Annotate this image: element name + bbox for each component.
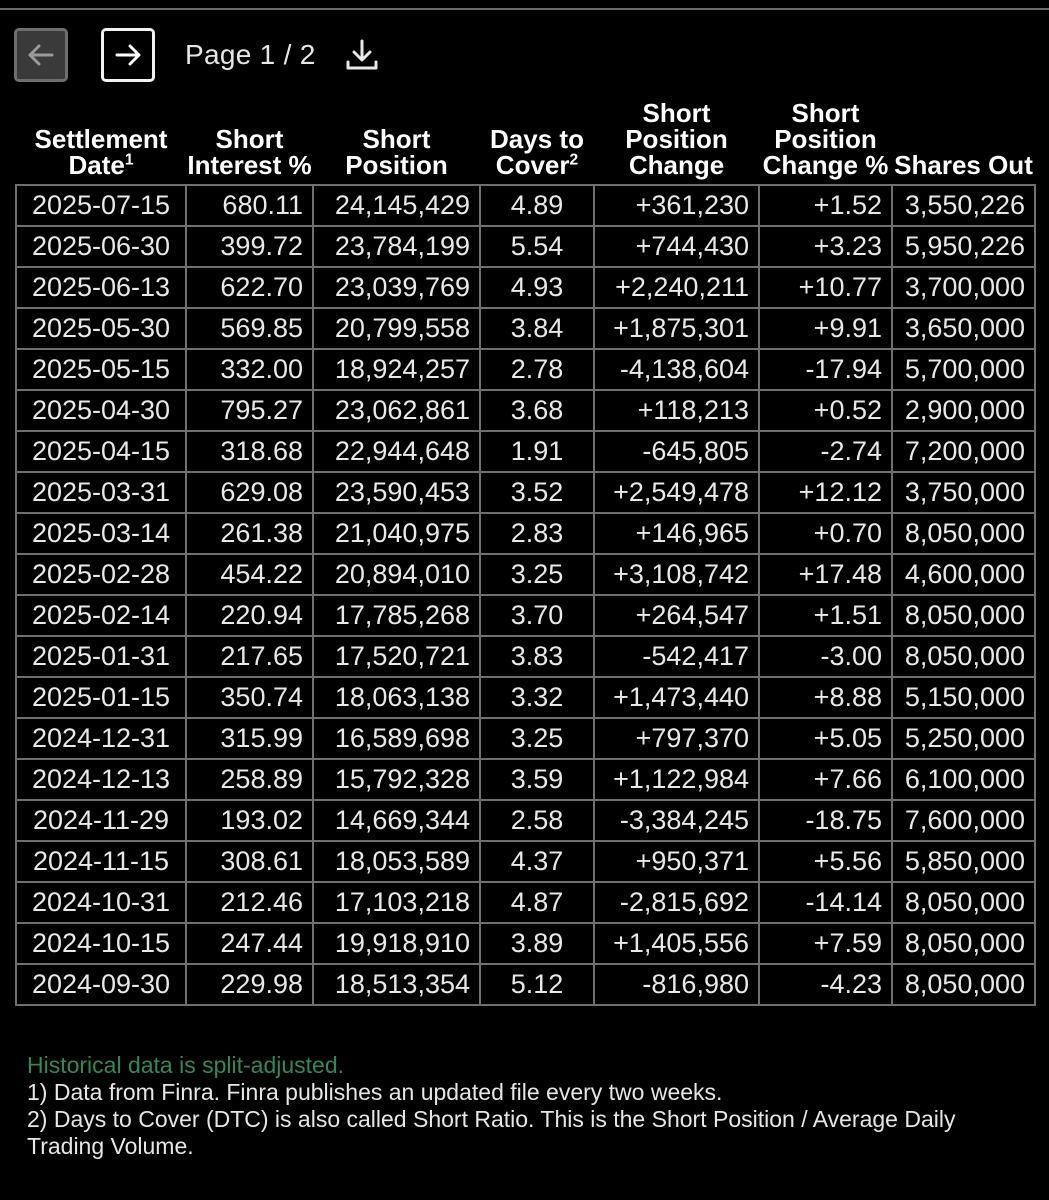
cell-short-position-change: +950,371 (594, 841, 759, 882)
cell-short-position: 14,669,344 (313, 800, 480, 841)
cell-short-position-change-pct: +9.91 (759, 308, 892, 349)
cell-days-to-cover: 3.89 (480, 923, 594, 964)
cell-days-to-cover: 3.52 (480, 472, 594, 513)
table-row (16, 349, 1035, 390)
cell-settlement-date: 2025-05-30 (16, 308, 186, 349)
cell-settlement-date: 2025-02-14 (16, 595, 186, 636)
cell-short-position-change-pct: +5.56 (759, 841, 892, 882)
cell-shares-out: 8,050,000 (892, 964, 1035, 1005)
table-row (16, 472, 1035, 513)
cell-short-position-change: +361,230 (594, 185, 759, 226)
download-icon (345, 38, 379, 72)
cell-days-to-cover: 2.83 (480, 513, 594, 554)
arrow-left-icon (26, 40, 56, 70)
cell-short-position-change-pct: +1.51 (759, 595, 892, 636)
cell-short-position: 24,145,429 (313, 185, 480, 226)
cell-settlement-date: 2024-10-15 (16, 923, 186, 964)
header-settlement-date[interactable]: Settlement Date$^1$ (34, 124, 168, 180)
cell-short-position-change: +1,473,440 (594, 677, 759, 718)
cell-settlement-date: 2024-11-29 (16, 800, 186, 841)
header-short-interest-pct[interactable]: Short Interest % (187, 124, 312, 180)
cell-short-position: 18,053,589 (313, 841, 480, 882)
cell-short-position-change: -4,138,604 (594, 349, 759, 390)
cell-short-interest-pct: 795.27 (186, 390, 313, 431)
table-row (16, 554, 1035, 595)
table-row (16, 431, 1035, 472)
cell-days-to-cover: 4.87 (480, 882, 594, 923)
cell-short-position-change-pct: -18.75 (759, 800, 892, 841)
cell-settlement-date: 2025-04-15 (16, 431, 186, 472)
cell-short-position-change-pct: +17.48 (759, 554, 892, 595)
cell-short-position-change-pct: -14.14 (759, 882, 892, 923)
cell-shares-out: 8,050,000 (892, 923, 1035, 964)
cell-short-position-change: +744,430 (594, 226, 759, 267)
cell-short-position-change-pct: +0.70 (759, 513, 892, 554)
cell-short-position-change: -542,417 (594, 636, 759, 677)
cell-short-position: 18,513,354 (313, 964, 480, 1005)
cell-settlement-date: 2024-10-31 (16, 882, 186, 923)
table-row (16, 226, 1035, 267)
cell-short-interest-pct: 193.02 (186, 800, 313, 841)
cell-short-position: 18,063,138 (313, 677, 480, 718)
cell-short-interest-pct: 454.22 (186, 554, 313, 595)
cell-short-position: 15,792,328 (313, 759, 480, 800)
cell-short-position-change-pct: +12.12 (759, 472, 892, 513)
cell-short-interest-pct: 569.85 (186, 308, 313, 349)
cell-settlement-date: 2025-03-14 (16, 513, 186, 554)
cell-short-position: 16,589,698 (313, 718, 480, 759)
cell-short-position: 21,040,975 (313, 513, 480, 554)
download-button[interactable] (344, 37, 380, 73)
cell-short-position-change: +118,213 (594, 390, 759, 431)
table-row (16, 800, 1035, 841)
cell-shares-out: 5,850,000 (892, 841, 1035, 882)
cell-days-to-cover: 4.93 (480, 267, 594, 308)
cell-short-position-change-pct: -2.74 (759, 431, 892, 472)
cell-days-to-cover: 3.83 (480, 636, 594, 677)
arrow-right-icon (113, 40, 143, 70)
cell-short-interest-pct: 308.61 (186, 841, 313, 882)
cell-short-position-change: -3,384,245 (594, 800, 759, 841)
cell-short-position-change-pct: -3.00 (759, 636, 892, 677)
cell-short-position-change: +1,875,301 (594, 308, 759, 349)
header-days-to-cover[interactable]: Days to Cover$^2$ (490, 124, 584, 180)
cell-days-to-cover: 2.58 (480, 800, 594, 841)
cell-shares-out: 3,650,000 (892, 308, 1035, 349)
cell-days-to-cover: 3.68 (480, 390, 594, 431)
cell-settlement-date: 2025-06-30 (16, 226, 186, 267)
cell-short-position: 23,784,199 (313, 226, 480, 267)
cell-shares-out: 7,200,000 (892, 431, 1035, 472)
cell-shares-out: 6,100,000 (892, 759, 1035, 800)
cell-days-to-cover: 5.12 (480, 964, 594, 1005)
cell-short-position-change-pct: +0.52 (759, 390, 892, 431)
cell-short-interest-pct: 629.08 (186, 472, 313, 513)
table-row (16, 923, 1035, 964)
cell-short-position-change: +1,122,984 (594, 759, 759, 800)
cell-shares-out: 8,050,000 (892, 636, 1035, 677)
cell-short-interest-pct: 247.44 (186, 923, 313, 964)
short-interest-table (15, 100, 1036, 1006)
footnote-1: 1) Data from Finra. Finra publishes an updated file every two weeks. (27, 1079, 723, 1105)
cell-short-interest-pct: 399.72 (186, 226, 313, 267)
table-body (16, 185, 1035, 1005)
split-adjusted-note: Historical data is split-adjusted. (27, 1052, 345, 1078)
cell-short-position: 17,785,268 (313, 595, 480, 636)
cell-short-position: 20,799,558 (313, 308, 480, 349)
cell-short-position-change: +2,549,478 (594, 472, 759, 513)
cell-short-interest-pct: 261.38 (186, 513, 313, 554)
cell-short-position: 17,103,218 (313, 882, 480, 923)
cell-short-position: 23,039,769 (313, 267, 480, 308)
cell-short-interest-pct: 350.74 (186, 677, 313, 718)
cell-short-position: 23,590,453 (313, 472, 480, 513)
cell-shares-out: 4,600,000 (892, 554, 1035, 595)
cell-short-position-change-pct: -17.94 (759, 349, 892, 390)
cell-short-position-change-pct: -4.23 (759, 964, 892, 1005)
table-row (16, 595, 1035, 636)
cell-days-to-cover: 4.37 (480, 841, 594, 882)
cell-days-to-cover: 3.70 (480, 595, 594, 636)
pagination-toolbar (14, 26, 380, 84)
table-row (16, 267, 1035, 308)
cell-short-position-change-pct: +1.52 (759, 185, 892, 226)
cell-days-to-cover: 2.78 (480, 349, 594, 390)
cell-short-position: 17,520,721 (313, 636, 480, 677)
cell-short-position-change: +264,547 (594, 595, 759, 636)
cell-settlement-date: 2025-04-30 (16, 390, 186, 431)
cell-short-interest-pct: 258.89 (186, 759, 313, 800)
cell-shares-out: 5,150,000 (892, 677, 1035, 718)
header-short-position[interactable]: Short Position (345, 124, 448, 180)
table-row (16, 841, 1035, 882)
cell-short-interest-pct: 212.46 (186, 882, 313, 923)
header-short-position-change[interactable]: Short Position Change (625, 98, 728, 180)
cell-short-position-change: +2,240,211 (594, 267, 759, 308)
cell-short-position: 23,062,861 (313, 390, 480, 431)
table-row (16, 513, 1035, 554)
table-row (16, 759, 1035, 800)
cell-settlement-date: 2025-07-15 (16, 185, 186, 226)
cell-days-to-cover: 3.25 (480, 554, 594, 595)
cell-settlement-date: 2025-01-31 (16, 636, 186, 677)
cell-short-position-change: -816,980 (594, 964, 759, 1005)
cell-days-to-cover: 3.25 (480, 718, 594, 759)
cell-days-to-cover: 3.84 (480, 308, 594, 349)
cell-short-position-change: -2,815,692 (594, 882, 759, 923)
cell-days-to-cover: 5.54 (480, 226, 594, 267)
cell-shares-out: 5,700,000 (892, 349, 1035, 390)
cell-short-interest-pct: 315.99 (186, 718, 313, 759)
cell-settlement-date: 2025-03-31 (16, 472, 186, 513)
page-indicator: Page 1 / 2 (185, 39, 316, 70)
cell-days-to-cover: 3.32 (480, 677, 594, 718)
cell-shares-out: 5,250,000 (892, 718, 1035, 759)
cell-settlement-date: 2024-12-13 (16, 759, 186, 800)
cell-short-position-change-pct: +7.59 (759, 923, 892, 964)
cell-settlement-date: 2024-11-15 (16, 841, 186, 882)
cell-settlement-date: 2025-02-28 (16, 554, 186, 595)
cell-short-position-change-pct: +7.66 (759, 759, 892, 800)
cell-short-position-change-pct: +3.23 (759, 226, 892, 267)
cell-settlement-date: 2025-06-13 (16, 267, 186, 308)
cell-days-to-cover: 1.91 (480, 431, 594, 472)
cell-short-interest-pct: 622.70 (186, 267, 313, 308)
table-row (16, 964, 1035, 1005)
cell-short-position: 20,894,010 (313, 554, 480, 595)
table-row (16, 636, 1035, 677)
cell-short-position: 22,944,648 (313, 431, 480, 472)
cell-short-interest-pct: 680.11 (186, 185, 313, 226)
cell-settlement-date: 2025-05-15 (16, 349, 186, 390)
cell-short-interest-pct: 229.98 (186, 964, 313, 1005)
cell-short-position-change: -645,805 (594, 431, 759, 472)
cell-days-to-cover: 4.89 (480, 185, 594, 226)
previous-page-button[interactable] (14, 28, 68, 82)
table-row (16, 308, 1035, 349)
table-header-row (16, 100, 1035, 185)
cell-settlement-date: 2025-01-15 (16, 677, 186, 718)
footnote-2: 2) Days to Cover (DTC) is also called Short Ratio. This is the Short Position / Average Daily Trading Volume. (27, 1106, 956, 1159)
cell-shares-out: 7,600,000 (892, 800, 1035, 841)
header-short-position-change-pct[interactable]: Short Position Change % (762, 98, 889, 180)
cell-shares-out: 5,950,226 (892, 226, 1035, 267)
cell-short-interest-pct: 220.94 (186, 595, 313, 636)
table-row (16, 677, 1035, 718)
cell-shares-out: 8,050,000 (892, 882, 1035, 923)
cell-shares-out: 3,750,000 (892, 472, 1035, 513)
cell-short-position-change: +3,108,742 (594, 554, 759, 595)
cell-shares-out: 3,700,000 (892, 267, 1035, 308)
cell-short-position-change: +1,405,556 (594, 923, 759, 964)
cell-settlement-date: 2024-09-30 (16, 964, 186, 1005)
header-shares-out[interactable]: Shares Out (894, 150, 1033, 180)
table-row (16, 185, 1035, 226)
cell-short-position-change-pct: +8.88 (759, 677, 892, 718)
cell-shares-out: 2,900,000 (892, 390, 1035, 431)
cell-short-position-change-pct: +5.05 (759, 718, 892, 759)
cell-shares-out: 8,050,000 (892, 595, 1035, 636)
cell-days-to-cover: 3.59 (480, 759, 594, 800)
cell-shares-out: 3,550,226 (892, 185, 1035, 226)
table-row (16, 390, 1035, 431)
cell-short-position: 18,924,257 (313, 349, 480, 390)
table-row (16, 882, 1035, 923)
top-divider (0, 8, 1049, 10)
cell-short-position: 19,918,910 (313, 923, 480, 964)
table-row (16, 718, 1035, 759)
footnotes (27, 1052, 1037, 1160)
cell-short-interest-pct: 332.00 (186, 349, 313, 390)
cell-short-interest-pct: 318.68 (186, 431, 313, 472)
cell-short-position-change: +146,965 (594, 513, 759, 554)
next-page-button[interactable] (101, 28, 155, 82)
cell-short-interest-pct: 217.65 (186, 636, 313, 677)
cell-short-position-change-pct: +10.77 (759, 267, 892, 308)
cell-short-position-change: +797,370 (594, 718, 759, 759)
cell-settlement-date: 2024-12-31 (16, 718, 186, 759)
cell-shares-out: 8,050,000 (892, 513, 1035, 554)
